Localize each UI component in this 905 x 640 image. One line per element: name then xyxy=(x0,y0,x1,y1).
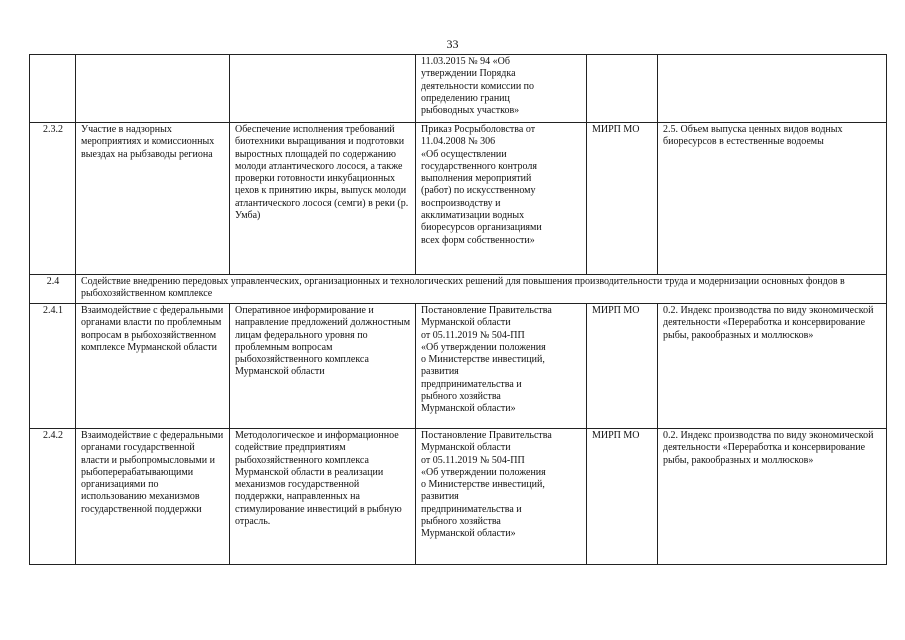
basis-line: деятельности комиссии по xyxy=(421,80,535,92)
activity-cell: Участие в надзорных мероприятиях и комиссионных выездах на рыбзаводы региона xyxy=(76,123,230,275)
executor-cell: МИРП МО xyxy=(587,123,658,275)
basis-cell xyxy=(416,123,587,275)
basis-line: Мурманской области xyxy=(421,317,511,329)
basis-line: 11.04.2008 № 306 xyxy=(421,136,496,148)
activity-cell: Взаимодействие с федеральными органами власти по проблемным вопросам в рыбохозяйственном комплексе Мурманской области xyxy=(76,304,230,429)
content-cell xyxy=(230,55,416,123)
table-row xyxy=(30,55,887,123)
row-number-cell xyxy=(30,55,76,123)
basis-line: государственного контроля xyxy=(421,160,537,172)
basis-line: от 05.11.2019 № 504-ПП xyxy=(421,454,525,466)
content-cell: Методологическое и информационное содействие предприятиям рыбохозяйственного комплекса Мурманской области в реализации механизмов государственной поддержки, направленных на стимулирование инвестиций в рыбную отрасль. xyxy=(230,429,416,565)
indicator-cell: 2.5. Объем выпуска ценных видов водных биоресурсов в естественные водоемы xyxy=(658,123,887,275)
basis-line: определению границ xyxy=(421,92,510,104)
basis-line: 11.03.2015 № 94 «Об xyxy=(421,56,510,67)
indicator-cell: 0.2. Индекс производства по виду экономической деятельности «Переработка и консервирование рыбы, ракообразных и моллюсков» xyxy=(658,304,887,429)
basis-line: «Об утверждении положения xyxy=(421,341,546,353)
page-number: 33 xyxy=(446,37,459,51)
section-row xyxy=(30,275,887,304)
executor-cell xyxy=(587,55,658,123)
content-cell: Обеспечение исполнения требований биотехники выращивания и подготовки выростных площадей по содержанию молоди атлантического лосося, а также проверки готовности инкубационных цехов к принятию икры, выпуск молоди атлантического лосося (семги) в реки (р. Умба) xyxy=(230,123,416,275)
table-row xyxy=(30,429,887,565)
table-row xyxy=(30,304,887,429)
basis-line: биоресурсов организациями xyxy=(421,222,542,234)
row-number-cell: 2.4.2 xyxy=(30,429,76,565)
basis-line: рыбного хозяйства xyxy=(421,391,501,403)
basis-line: выполнения мероприятий xyxy=(421,173,532,185)
activity-cell xyxy=(76,55,230,123)
basis-line: рыбного хозяйства xyxy=(421,516,501,528)
basis-cell xyxy=(416,429,587,565)
basis-line: акклиматизации водных xyxy=(421,210,525,222)
row-number-cell: 2.4.1 xyxy=(30,304,76,429)
basis-line: о Министерстве инвестиций, xyxy=(421,354,545,366)
basis-line: (работ) по искусственному xyxy=(421,185,536,197)
executor-cell: МИРП МО xyxy=(587,304,658,429)
basis-line: «Об осуществлении xyxy=(421,148,507,160)
section-title-cell: Содействие внедрению передовых управленческих, организационных и технологических решений для повышения производительности труда и модернизации основных фондов в рыбохозяйственном комплексе xyxy=(76,275,887,304)
basis-line: всех форм собственности» xyxy=(421,234,535,246)
basis-line: предпринимательства и xyxy=(421,503,522,515)
basis-line: развития xyxy=(421,491,459,503)
activity-cell: Взаимодействие с федеральными органами государственной власти и рыбопромысловыми и рыбоперерабатывающими организациями по использованию механизмов государственной поддержки xyxy=(76,429,230,565)
table-row xyxy=(30,123,887,275)
basis-line: от 05.11.2019 № 504-ПП xyxy=(421,329,525,341)
basis-line: предпринимательства и xyxy=(421,378,522,390)
indicator-cell xyxy=(658,55,887,123)
basis-line: утверждении Порядка xyxy=(421,68,516,80)
basis-cell xyxy=(416,304,587,429)
executor-cell: МИРП МО xyxy=(587,429,658,565)
basis-line: рыбоводных участков» xyxy=(421,105,520,117)
basis-line: развития xyxy=(421,366,459,378)
basis-line: Мурманской области» xyxy=(421,528,516,540)
basis-line: Постановление Правительства xyxy=(421,305,552,316)
basis-line: Приказ Росрыболовства от xyxy=(421,124,536,135)
measures-table xyxy=(29,54,887,565)
row-number-cell: 2.3.2 xyxy=(30,123,76,275)
indicator-cell: 0.2. Индекс производства по виду экономической деятельности «Переработка и консервирование рыбы, ракообразных и моллюсков» xyxy=(658,429,887,565)
basis-line: Мурманской области» xyxy=(421,403,516,415)
basis-line: воспроизводству и xyxy=(421,197,501,209)
basis-line: о Министерстве инвестиций, xyxy=(421,479,545,491)
basis-line: «Об утверждении положения xyxy=(421,466,546,478)
section-number-cell: 2.4 xyxy=(30,275,76,304)
basis-cell xyxy=(416,55,587,123)
basis-line: Постановление Правительства xyxy=(421,430,552,441)
content-cell: Оперативное информирование и направление предложений должностным лицам федерального уровня по проблемным вопросам рыбохозяйственного комплекса Мурманской области xyxy=(230,304,416,429)
basis-line: Мурманской области xyxy=(421,442,511,454)
